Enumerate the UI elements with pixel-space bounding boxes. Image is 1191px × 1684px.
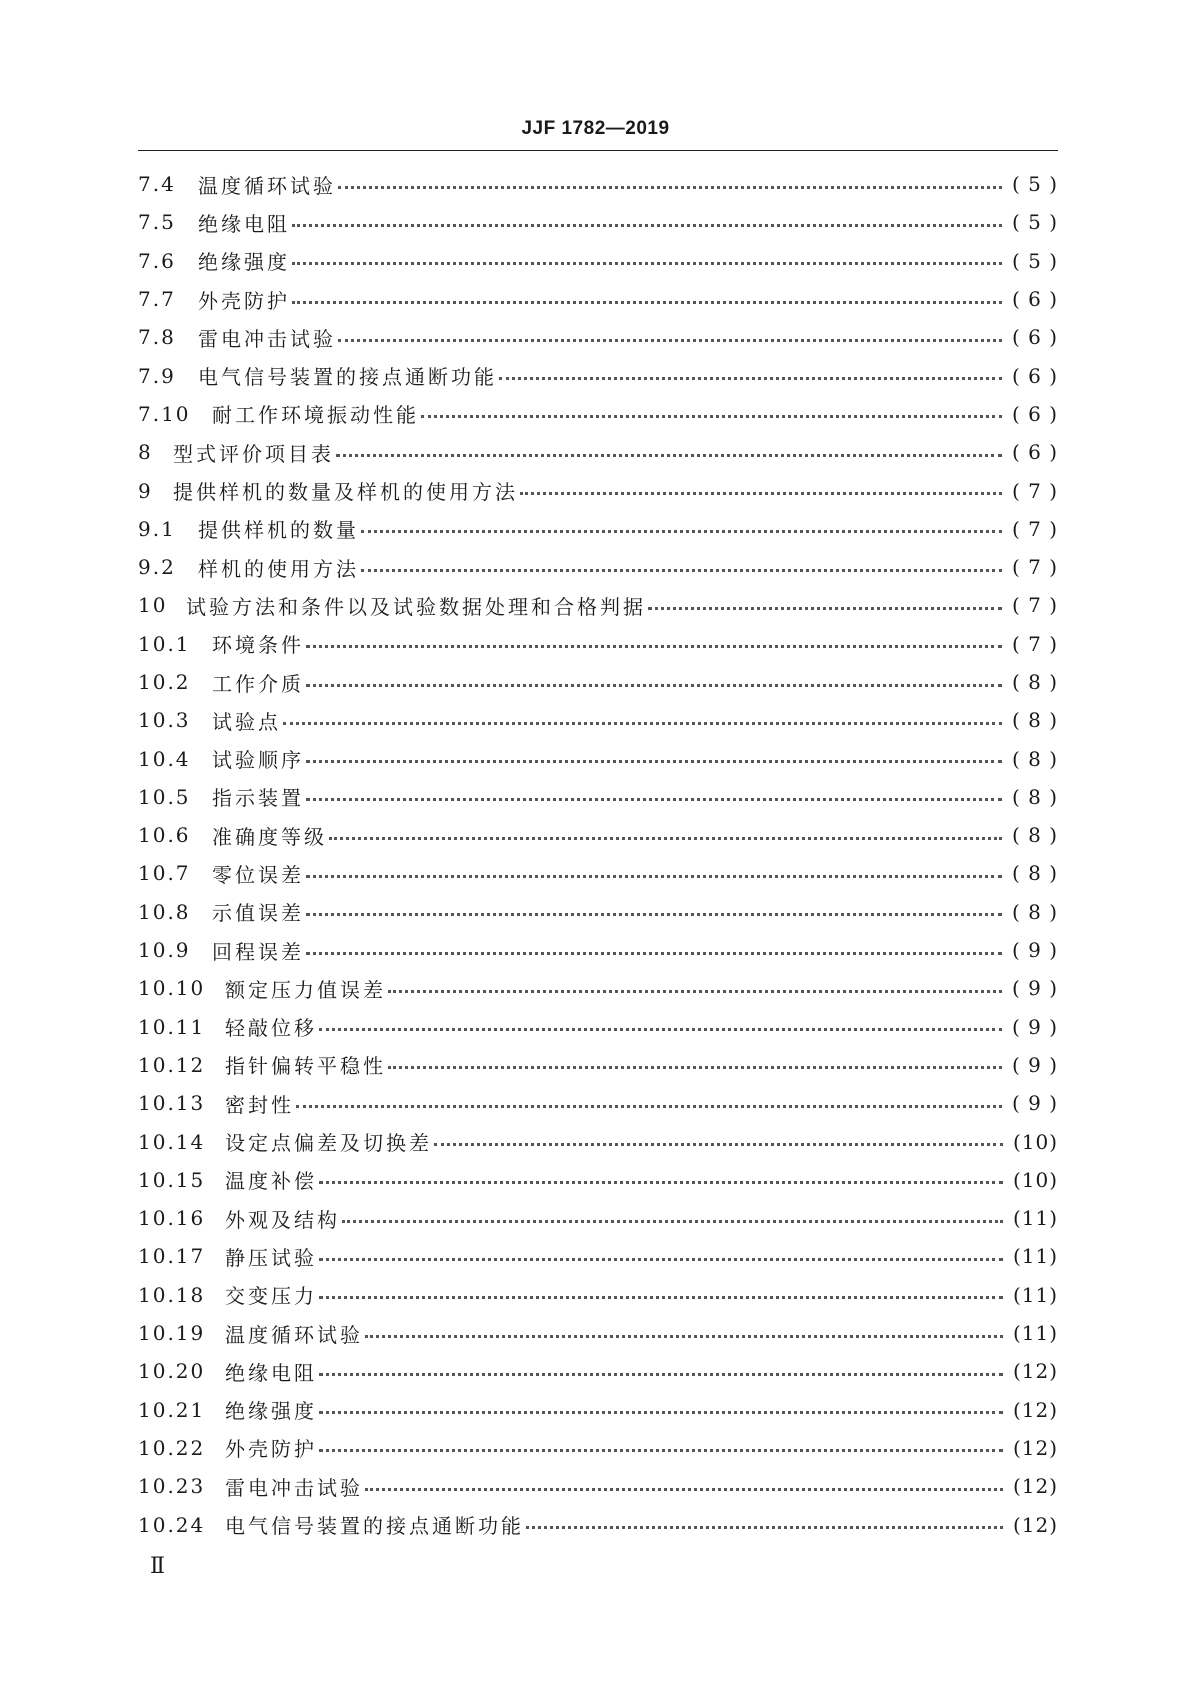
toc-entry-page: ( 6 )	[1011, 363, 1058, 388]
toc-entry-number: 10.12	[138, 1052, 206, 1077]
toc-entry-title: 示值误差	[212, 901, 304, 926]
toc-entry-number: 7.5	[138, 210, 176, 235]
toc-entry[interactable]	[138, 893, 1058, 931]
toc-entry-number: 10.4	[138, 746, 191, 771]
toc-entry-page: ( 6 )	[1011, 325, 1058, 350]
toc-entry-title: 交变压力	[225, 1284, 317, 1309]
toc-leader-dots	[421, 415, 1002, 418]
toc-entry-number: 7.10	[138, 401, 191, 426]
toc-entry-page: ( 7 )	[1011, 555, 1058, 580]
toc-entry-title: 样机的使用方法	[198, 556, 359, 581]
toc-entry-page: (10)	[1012, 1167, 1058, 1192]
toc-leader-dots	[342, 1220, 1003, 1223]
toc-leader-dots	[526, 1526, 1003, 1529]
toc-entry[interactable]	[138, 165, 1058, 203]
toc-entry-page: (12)	[1012, 1359, 1058, 1384]
toc-entry[interactable]	[138, 1199, 1058, 1237]
toc-entry-number: 10.2	[138, 670, 191, 694]
toc-entry[interactable]	[138, 1276, 1058, 1314]
toc-entry-number: 10.6	[138, 823, 191, 848]
toc-entry[interactable]	[138, 242, 1058, 280]
page-header-doc-code: JJF 1782—2019	[521, 118, 670, 139]
toc-entry-title: 温度补偿	[225, 1169, 317, 1194]
toc-entry-number: 10.1	[138, 631, 191, 656]
toc-entry[interactable]	[138, 1046, 1058, 1084]
toc-entry[interactable]	[138, 625, 1058, 663]
toc-entry-number: 10.20	[138, 1359, 206, 1384]
toc-entry-number: 10.17	[138, 1244, 206, 1269]
toc-entry-page: (11)	[1012, 1282, 1058, 1307]
toc-entry-title: 外壳防护	[198, 288, 290, 313]
toc-entry[interactable]	[138, 1391, 1058, 1429]
toc-leader-dots	[319, 1449, 1003, 1452]
toc-entry-title: 密封性	[225, 1092, 294, 1117]
toc-leader-dots	[336, 454, 1002, 457]
toc-entry-page: (11)	[1012, 1244, 1058, 1269]
toc-entry-page: (12)	[1012, 1435, 1058, 1460]
toc-entry-page: ( 6 )	[1011, 440, 1058, 465]
toc-entry-number: 7.4	[138, 172, 176, 197]
toc-entry-title: 外壳防护	[225, 1437, 317, 1462]
toc-entry-number: 10.10	[138, 976, 206, 1001]
toc-entry[interactable]	[138, 1237, 1058, 1275]
table-of-contents	[138, 165, 1058, 1544]
toc-leader-dots	[306, 913, 1002, 916]
toc-entry[interactable]	[138, 1084, 1058, 1122]
toc-entry-page: ( 8 )	[1011, 823, 1058, 848]
toc-entry[interactable]	[138, 931, 1058, 969]
toc-entry-number: 10.19	[138, 1321, 206, 1346]
toc-entry-page: ( 9 )	[1011, 1052, 1058, 1077]
toc-entry[interactable]	[138, 433, 1058, 471]
toc-entry-title: 工作介质	[212, 671, 304, 696]
toc-entry-page: (12)	[1012, 1474, 1058, 1499]
toc-entry[interactable]	[138, 969, 1058, 1007]
toc-entry-number: 10.21	[138, 1397, 206, 1422]
toc-entry-number: 8	[138, 440, 153, 465]
toc-entry-title: 准确度等级	[212, 824, 327, 849]
toc-leader-dots	[338, 339, 1002, 342]
toc-entry-number: 9.2	[138, 555, 176, 580]
toc-entry-page: (11)	[1012, 1206, 1058, 1231]
toc-entry-number: 10.14	[138, 1129, 206, 1154]
toc-entry-title: 指针偏转平稳性	[225, 1054, 386, 1079]
toc-entry-number: 10.11	[138, 1014, 206, 1039]
toc-entry-page: ( 8 )	[1011, 708, 1058, 733]
toc-entry-title: 雷电冲击试验	[225, 1475, 363, 1500]
toc-entry-title: 零位误差	[212, 862, 304, 887]
toc-entry-title: 指示装置	[212, 786, 304, 811]
toc-entry-page: ( 7 )	[1011, 631, 1058, 656]
toc-entry[interactable]	[138, 1352, 1058, 1390]
toc-entry-number: 10.3	[138, 708, 191, 733]
toc-entry-title: 耐工作环境振动性能	[212, 403, 419, 428]
toc-entry[interactable]	[138, 1429, 1058, 1467]
toc-entry-page: ( 7 )	[1011, 516, 1058, 541]
toc-leader-dots	[296, 1105, 1002, 1108]
toc-entry-title: 设定点偏差及切换差	[225, 1131, 432, 1156]
toc-entry[interactable]	[138, 816, 1058, 854]
toc-entry[interactable]	[138, 280, 1058, 318]
toc-leader-dots	[361, 569, 1002, 572]
toc-entry[interactable]	[138, 1467, 1058, 1505]
toc-entry[interactable]	[138, 1505, 1058, 1543]
toc-entry-title: 回程误差	[212, 939, 304, 964]
toc-entry-page: ( 8 )	[1011, 746, 1058, 771]
toc-leader-dots	[319, 1296, 1003, 1299]
toc-leader-dots	[306, 952, 1002, 955]
toc-leader-dots	[648, 607, 1002, 610]
toc-entry[interactable]	[138, 471, 1058, 509]
toc-entry-page: ( 7 )	[1011, 593, 1058, 618]
toc-entry-title: 绝缘强度	[225, 1399, 317, 1424]
toc-entry-page: ( 6 )	[1011, 401, 1058, 426]
toc-entry-title: 提供样机的数量及样机的使用方法	[173, 480, 518, 505]
toc-entry-title: 绝缘电阻	[198, 211, 290, 236]
toc-leader-dots	[329, 837, 1002, 840]
toc-entry[interactable]	[138, 1122, 1058, 1160]
toc-entry-title: 环境条件	[212, 633, 304, 658]
toc-leader-dots	[292, 224, 1002, 227]
toc-entry[interactable]	[138, 318, 1058, 356]
toc-entry-page: ( 5 )	[1011, 210, 1058, 235]
toc-entry[interactable]	[138, 778, 1058, 816]
toc-entry-title: 雷电冲击试验	[198, 326, 336, 351]
toc-entry[interactable]	[138, 1161, 1058, 1199]
toc-entry-title: 温度循环试验	[198, 173, 336, 198]
toc-entry-page: ( 7 )	[1011, 478, 1058, 503]
toc-entry-page: (12)	[1012, 1397, 1058, 1422]
page-number: Ⅱ	[150, 1554, 165, 1579]
toc-entry-title: 电气信号装置的接点通断功能	[225, 1514, 524, 1539]
toc-leader-dots	[306, 760, 1002, 763]
toc-entry[interactable]	[138, 663, 1058, 701]
toc-entry-title: 静压试验	[225, 1245, 317, 1270]
toc-entry-title: 绝缘电阻	[225, 1360, 317, 1385]
toc-entry-title: 额定压力值误差	[225, 977, 386, 1002]
toc-entry-page: ( 5 )	[1011, 248, 1058, 273]
toc-entry-title: 绝缘强度	[198, 250, 290, 275]
toc-entry[interactable]	[138, 586, 1058, 624]
toc-leader-dots	[365, 1488, 1003, 1491]
toc-entry-number: 7.7	[138, 287, 176, 312]
toc-entry[interactable]	[138, 356, 1058, 394]
toc-entry-page: ( 9 )	[1011, 1091, 1058, 1116]
toc-entry[interactable]	[138, 510, 1058, 548]
toc-entry[interactable]	[138, 739, 1058, 777]
toc-entry-title: 电气信号装置的接点通断功能	[198, 365, 497, 390]
toc-entry-number: 10.7	[138, 861, 191, 886]
toc-entry-number: 10.9	[138, 938, 191, 963]
toc-entry-number: 9	[138, 478, 153, 503]
toc-entry-title: 试验点	[212, 709, 281, 734]
toc-leader-dots	[365, 1335, 1003, 1338]
toc-leader-dots	[306, 798, 1002, 801]
toc-leader-dots	[319, 1258, 1003, 1261]
toc-entry[interactable]	[138, 548, 1058, 586]
toc-leader-dots	[306, 684, 1002, 687]
toc-entry-title: 型式评价项目表	[173, 441, 334, 466]
toc-entry-page: ( 8 )	[1011, 861, 1058, 886]
toc-entry-page: (12)	[1012, 1512, 1058, 1537]
toc-entry-number: 10.16	[138, 1206, 206, 1231]
toc-entry[interactable]	[138, 854, 1058, 892]
toc-entry[interactable]	[138, 701, 1058, 739]
toc-entry-page: ( 9 )	[1011, 1014, 1058, 1039]
toc-leader-dots	[306, 645, 1002, 648]
toc-entry-title: 轻敲位移	[225, 1016, 317, 1041]
toc-entry-number: 10.18	[138, 1282, 206, 1307]
toc-entry-page: (10)	[1012, 1129, 1058, 1154]
toc-entry-page: ( 6 )	[1011, 287, 1058, 312]
toc-entry-number: 7.8	[138, 325, 176, 350]
toc-entry[interactable]	[138, 395, 1058, 433]
toc-leader-dots	[319, 1373, 1003, 1376]
toc-leader-dots	[499, 377, 1002, 380]
toc-entry-number: 10.23	[138, 1474, 206, 1499]
toc-leader-dots	[319, 1028, 1002, 1031]
toc-entry-number: 9.1	[138, 516, 176, 541]
toc-entry-title: 试验顺序	[212, 748, 304, 773]
toc-entry-page: ( 9 )	[1011, 976, 1058, 1001]
toc-entry-page: ( 8 )	[1011, 784, 1058, 809]
toc-entry-title: 提供样机的数量	[198, 518, 359, 543]
toc-entry-page: ( 8 )	[1011, 899, 1058, 924]
toc-entry-page: ( 8 )	[1011, 670, 1058, 694]
toc-leader-dots	[306, 875, 1002, 878]
toc-entry-number: 10.5	[138, 784, 191, 809]
toc-entry[interactable]	[138, 1314, 1058, 1352]
toc-entry-number: 10.22	[138, 1435, 206, 1460]
toc-leader-dots	[283, 722, 1002, 725]
toc-leader-dots	[319, 1181, 1003, 1184]
toc-entry-number: 10.24	[138, 1512, 206, 1537]
toc-leader-dots	[292, 262, 1002, 265]
toc-entry-page: ( 9 )	[1011, 938, 1058, 963]
toc-entry-number: 10	[138, 593, 168, 618]
toc-entry-title: 外观及结构	[225, 1207, 340, 1232]
toc-leader-dots	[361, 530, 1002, 533]
toc-entry-page: (11)	[1012, 1321, 1058, 1346]
toc-entry[interactable]	[138, 203, 1058, 241]
toc-leader-dots	[338, 186, 1002, 189]
toc-leader-dots	[292, 301, 1002, 304]
toc-entry-title: 温度循环试验	[225, 1322, 363, 1347]
toc-entry-number: 7.9	[138, 363, 176, 388]
header-rule	[138, 150, 1058, 151]
toc-entry[interactable]	[138, 1008, 1058, 1046]
toc-leader-dots	[520, 492, 1002, 495]
toc-leader-dots	[434, 1143, 1003, 1146]
toc-leader-dots	[388, 1066, 1002, 1069]
toc-entry-title: 试验方法和条件以及试验数据处理和合格判据	[186, 594, 646, 619]
toc-leader-dots	[388, 990, 1002, 993]
toc-entry-page: ( 5 )	[1011, 172, 1058, 197]
toc-leader-dots	[319, 1411, 1003, 1414]
toc-entry-number: 10.8	[138, 899, 191, 924]
toc-entry-number: 10.13	[138, 1091, 206, 1116]
toc-entry-number: 7.6	[138, 248, 176, 273]
toc-entry-number: 10.15	[138, 1167, 206, 1192]
